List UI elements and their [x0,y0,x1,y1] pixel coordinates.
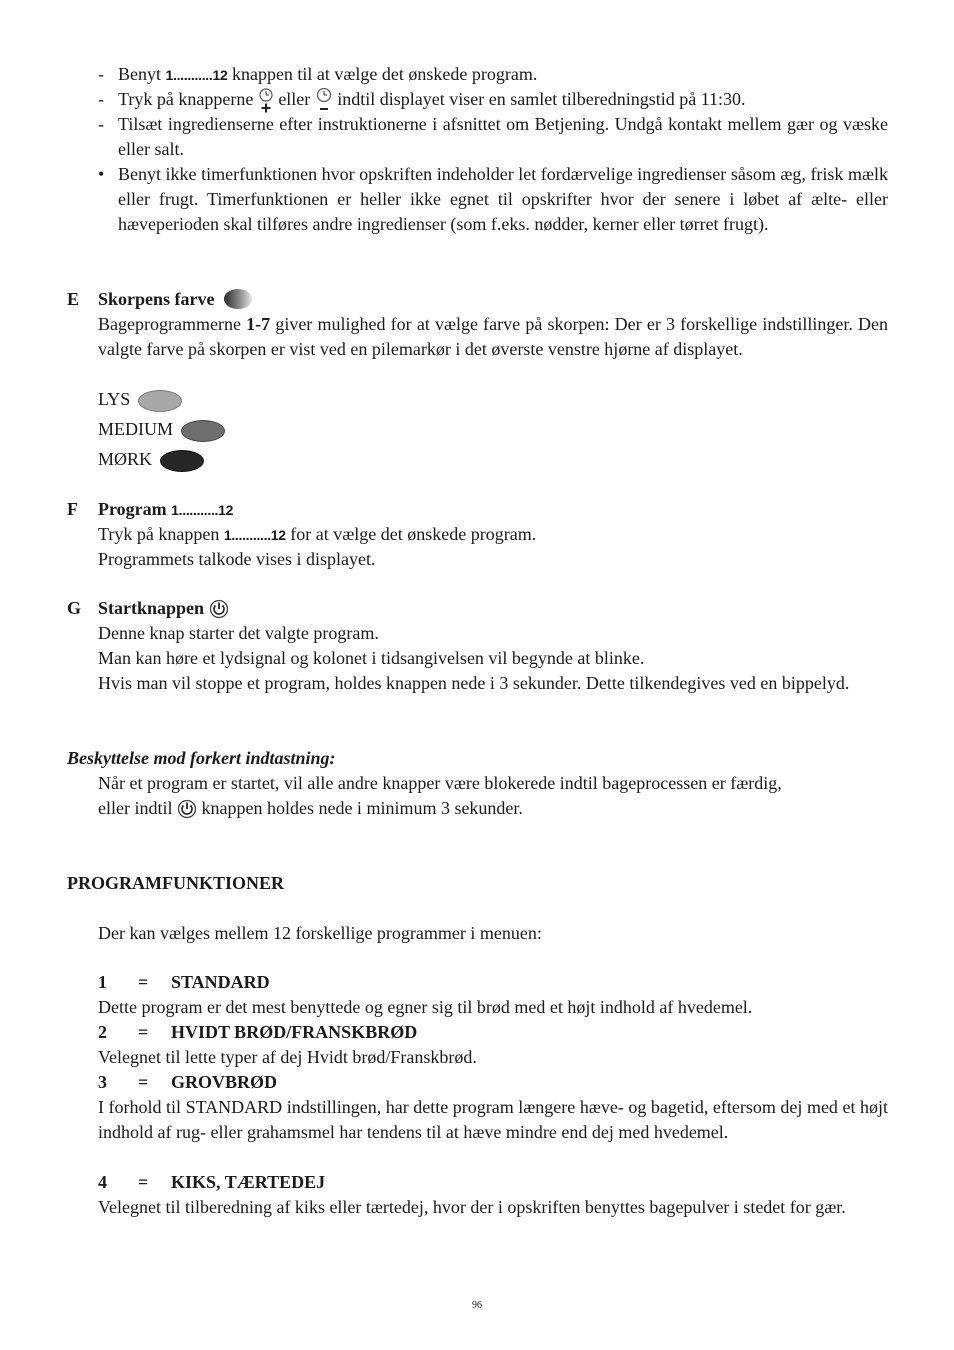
crust-medium-swatch [181,420,225,442]
program-range-label: 1...........12 [223,527,286,543]
crust-dark: MØRK [98,447,888,472]
dash-marker: - [98,89,104,109]
protection-line1: Når et program er startet, vil alle andre knapper være blokerede indtil bageprocessen er færdig, [98,773,782,793]
bullet-timer-warning: Benyt ikke timerfunktionen hvor opskriften indeholder let fordærvelige ingredienser såsom æg, frisk mælk eller frugt. Timerfunktionen er heller ikke egnet til opskrifter hvor der senere i løbet af ælte- eller hæveperioden skal tilføres andre ingredienser (som f.eks. nødder, kerner eller tørret frugt). [118,164,888,234]
protection-line2: eller indtil knappen holdes nede i minimum 3 sekunder. [98,796,888,822]
dash-marker: - [98,64,104,84]
bullet-select-program: Benyt 1...........12 knappen til at vælge det ønskede program. [118,64,538,84]
section-e-description: Bageprogrammerne 1-7 giver mulighed for at vælge farve på skorpen: Der er 3 forskellige indstillinger. Den valgte farve på skorpen er vist ved en pilemarkør i det øverste venstre hjørne af displayet. [98,314,889,359]
section-f-title: Program 1...........12 [98,499,234,519]
dash-marker: - [98,114,104,134]
bullet-dot: • [98,164,105,184]
program-item-2-desc: Velegnet til lette typer af dej Hvidt brød/Franskbrød. [98,1047,477,1067]
bullet-ingredients: Tilsæt ingredienserne efter instruktionerne i afsnittet om Betjening. Undgå kontakt mellem gær og væske eller salt. [118,114,888,159]
section-e-letter: E [67,289,80,309]
manual-page: - Benyt 1...........12 knappen til at vælge det ønskede program. - Tryk på knapperne eller indtil displayet viser en samlet tilberedningstid på 11:30. - Tilsæt ingredienserne efter instruktionerne i afsnittet om Betjening. Undgå kontakt mellem gær og væske eller salt. • Benyt ikke timerfunktionen hvor opskriften indeholder let fordærvelige ingredienser såsom æg, frisk mælk eller frugt. Timerfunktionen er heller ikke egnet til opskrifter hvor der senere i løbet af ælte- eller hæveperioden skal tilføres andre ingredienser (som f.eks. nødder, kerner eller tørret frugt). E Skorpens farve Bageprogrammerne 1-7 giver mulighed for at vælge farve på skorpen: Der er 3 forskellige indstillinger. Den valgte farve på skorpen er vist ved en pilemarkør i det øverste venstre hjørne af displayet. LYS MEDIUM MØRK F Program 1...........12 Tryk på knappen 1...........12 for at vælge det ønskede program. Programmets talkode vises i displayet. G Startknappen Denne knap starter det valgte program. Man kan høre et lydsignal og kolonet i tidsangivelsen vil begynde at blinke. Hvis man vil stoppe et program, holdes knappen nede i 3 sekunder. Dette tilkendegives ved en bippelyd. Beskyttelse mod forkert indtastning: Når et program er startet, vil alle andre knapper være blokerede indtil bageprocessen er færdig, eller indtil knappen holdes nede i minimum 3 sekunder. PROGRAMFUNKTIONER Der kan vælges mellem 12 forskellige programmer i menuen: 1 = STANDARD Dette program er det mest benyttede og egner sig til brød med et højt indhold af hvedemel. 2 = HVIDT BRØD/FRANSKBRØD Velegnet til lette typer af dej Hvidt brød/Franskbrød. 3 = GROVBRØD I forhold til STANDARD indstillingen, har dette program længere hæve- og bagetid, eftersom dej med et højt indhold af rug- eller grahamsmel har tendens til at hæve mindre end dej med hvedemel. 4 = KIKS, TÆRTEDEJ Velegnet til tilberedning af kiks eller tærtedej, hvor der i opskriften benyttes bagepulver i stedet for gær. 96 [0,0,954,1350]
timer-minus-icon [315,88,333,114]
crust-dark-swatch [160,450,204,472]
crust-color-icon [219,288,253,313]
power-icon [177,797,197,822]
programs-intro: Der kan vælges mellem 12 forskellige programmer i menuen: [98,923,542,943]
section-g-title: Startknappen [98,596,888,622]
crust-medium: MEDIUM [98,417,888,442]
page-number: 96 [472,1300,482,1311]
program-item-1-desc: Dette program er det mest benyttede og egner sig til brød med et højt indhold af hvedemel. [98,997,753,1017]
section-e-title: Skorpens farve [98,287,888,313]
section-g-line1: Denne knap starter det valgte program. [98,623,379,643]
programs-heading: PROGRAMFUNKTIONER [67,873,284,893]
program-range-label: 1...........12 [171,502,234,518]
protection-heading: Beskyttelse mod forkert indtastning: [67,748,336,768]
section-f-letter: F [67,499,78,519]
power-icon [209,597,229,622]
program-item-3-desc: I forhold til STANDARD indstillingen, har dette program længere hæve- og bagetid, eftersom dej med et højt indhold af rug- eller grahamsmel har tendens til at hæve mindre end dej med hvedemel. [98,1097,888,1142]
section-g-line2: Man kan høre et lydsignal og kolonet i tidsangivelsen vil begynde at blinke. [98,648,645,668]
program-range-label: 1...........12 [165,67,228,83]
program-item-4-desc: Velegnet til tilberedning af kiks eller tærtedej, hvor der i opskriften benyttes bagepulver i stedet for gær. [98,1197,846,1217]
section-f-line2: Programmets talkode vises i displayet. [98,549,376,569]
section-f-line1: Tryk på knappen 1...........12 for at vælge det ønskede program. [98,524,537,544]
crust-light: LYS [98,387,888,412]
crust-light-swatch [138,390,182,412]
timer-plus-icon [258,88,274,114]
bullet-timer-buttons: Tryk på knapperne eller indtil displayet viser en samlet tilberedningstid på 11:30. [118,87,888,114]
section-g-line3: Hvis man vil stoppe et program, holdes knappen nede i 3 sekunder. Dette tilkendegives ved en bippelyd. [98,673,850,693]
section-g-letter: G [67,598,82,618]
